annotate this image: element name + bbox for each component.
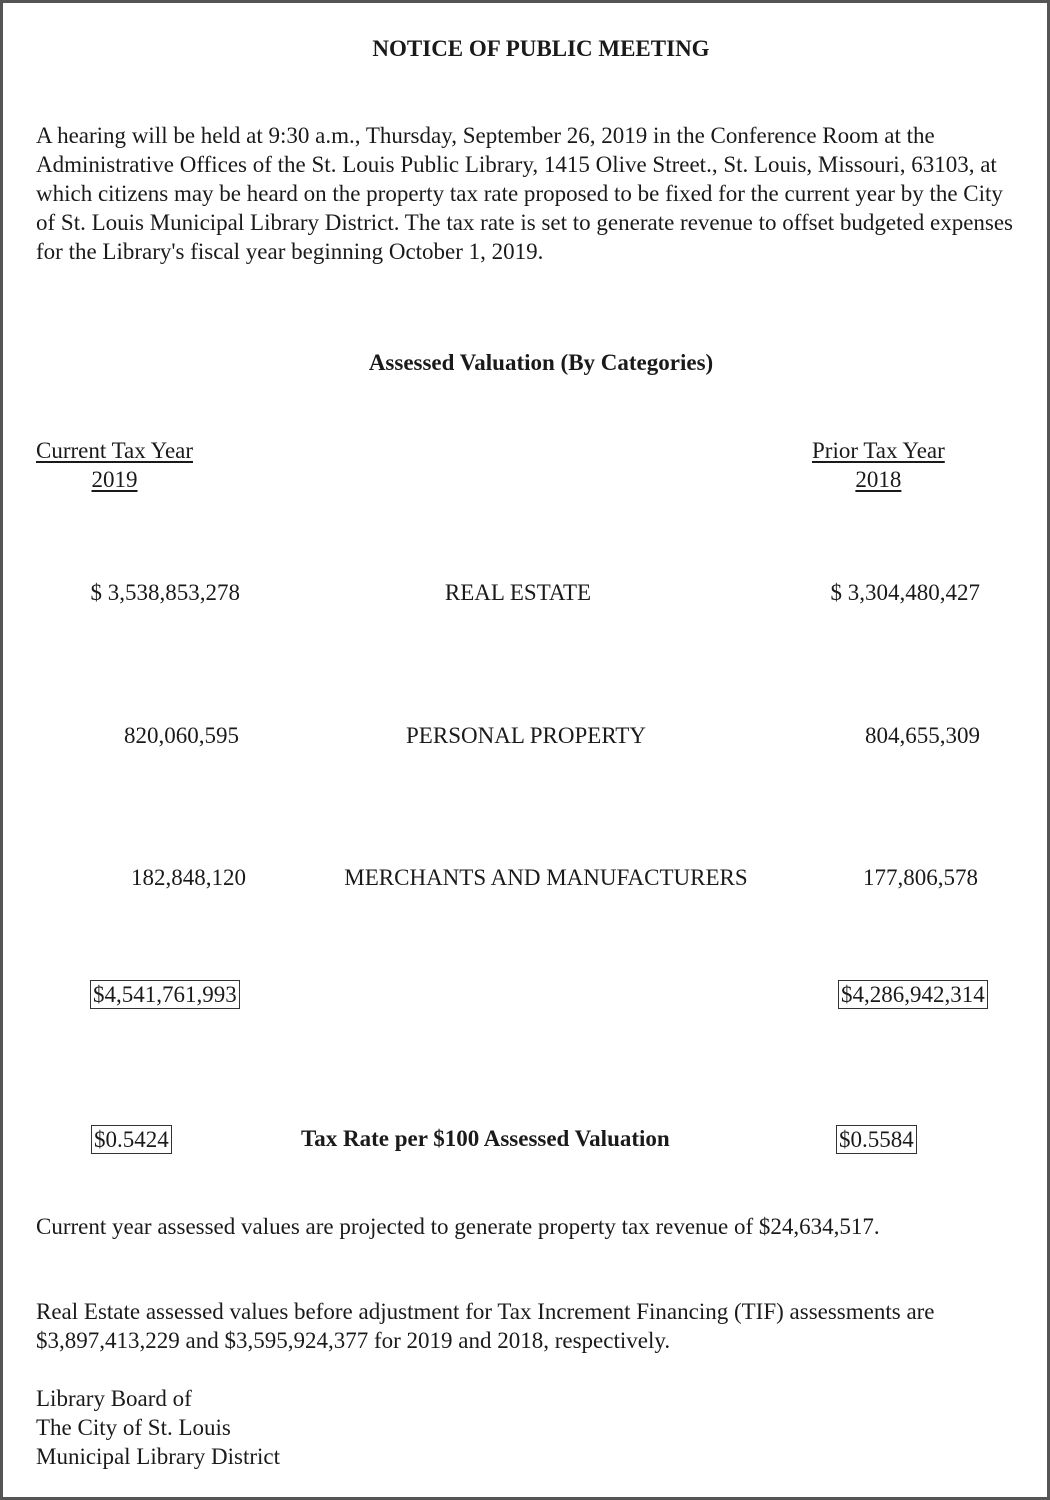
personal-property-prior: 804,655,309	[865, 723, 980, 748]
total-current: $4,541,761,993	[90, 980, 240, 1009]
prior-year-header	[812, 436, 945, 494]
current-year-label: Current Tax Year	[36, 438, 194, 463]
merchants-prior: 177,806,578	[863, 865, 978, 890]
personal-property-current: 820,060,595	[124, 723, 239, 748]
prior-year-label: Prior Tax Year	[812, 438, 945, 463]
prior-year-value: 2018	[855, 467, 902, 492]
revenue-paragraph	[36, 1212, 1026, 1241]
signature-line: Library Board of	[36, 1386, 192, 1411]
signature-block	[36, 1384, 280, 1471]
signature-line: Municipal Library District	[36, 1444, 280, 1469]
notice-title: NOTICE OF PUBLIC MEETING	[372, 36, 710, 61]
total-prior: $4,286,942,314	[838, 980, 988, 1009]
tif-text: Real Estate assessed values before adjustment for Tax Increment Financing (TIF) assessments are $3,897,413,229 and $3,595,924,377 for 2019 and 2018, respectively.	[36, 1299, 935, 1353]
current-year-header	[36, 436, 193, 494]
tax-rate-current: $0.5424	[91, 1125, 172, 1154]
intro-paragraph	[36, 121, 1026, 266]
merchants-current: 182,848,120	[131, 865, 246, 890]
real-estate-prior: $ 3,304,480,427	[830, 580, 980, 605]
current-year-value: 2019	[91, 467, 138, 492]
tif-paragraph	[36, 1297, 1026, 1355]
section-heading: Assessed Valuation (By Categories)	[368, 350, 714, 375]
revenue-text: Current year assessed values are projected to generate property tax revenue of $24,634,517.	[36, 1214, 880, 1239]
real-estate-current: $ 3,538,853,278	[90, 580, 240, 605]
intro-text: A hearing will be held at 9:30 a.m., Thursday, September 26, 2019 in the Conference Room at the Administrative Offices of the St. Louis Public Library, 1415 Olive Street., St. Louis, Missouri, 63103, at which citizens may be heard on the property tax rate proposed to be fixed for the current year by the City of St. Louis Municipal Library District. The tax rate is set to generate revenue to offset budgeted expenses for the Library's fiscal year beginning October 1, 2019.	[36, 123, 1014, 264]
signature-line: The City of St. Louis	[36, 1415, 231, 1440]
tax-rate-prior: $0.5584	[836, 1125, 917, 1154]
merchants-label: MERCHANTS AND MANUFACTURERS	[344, 865, 748, 890]
personal-property-label: PERSONAL PROPERTY	[406, 723, 646, 748]
tax-rate-label: Tax Rate per $100 Assessed Valuation	[301, 1126, 670, 1151]
real-estate-label: REAL ESTATE	[444, 580, 592, 605]
